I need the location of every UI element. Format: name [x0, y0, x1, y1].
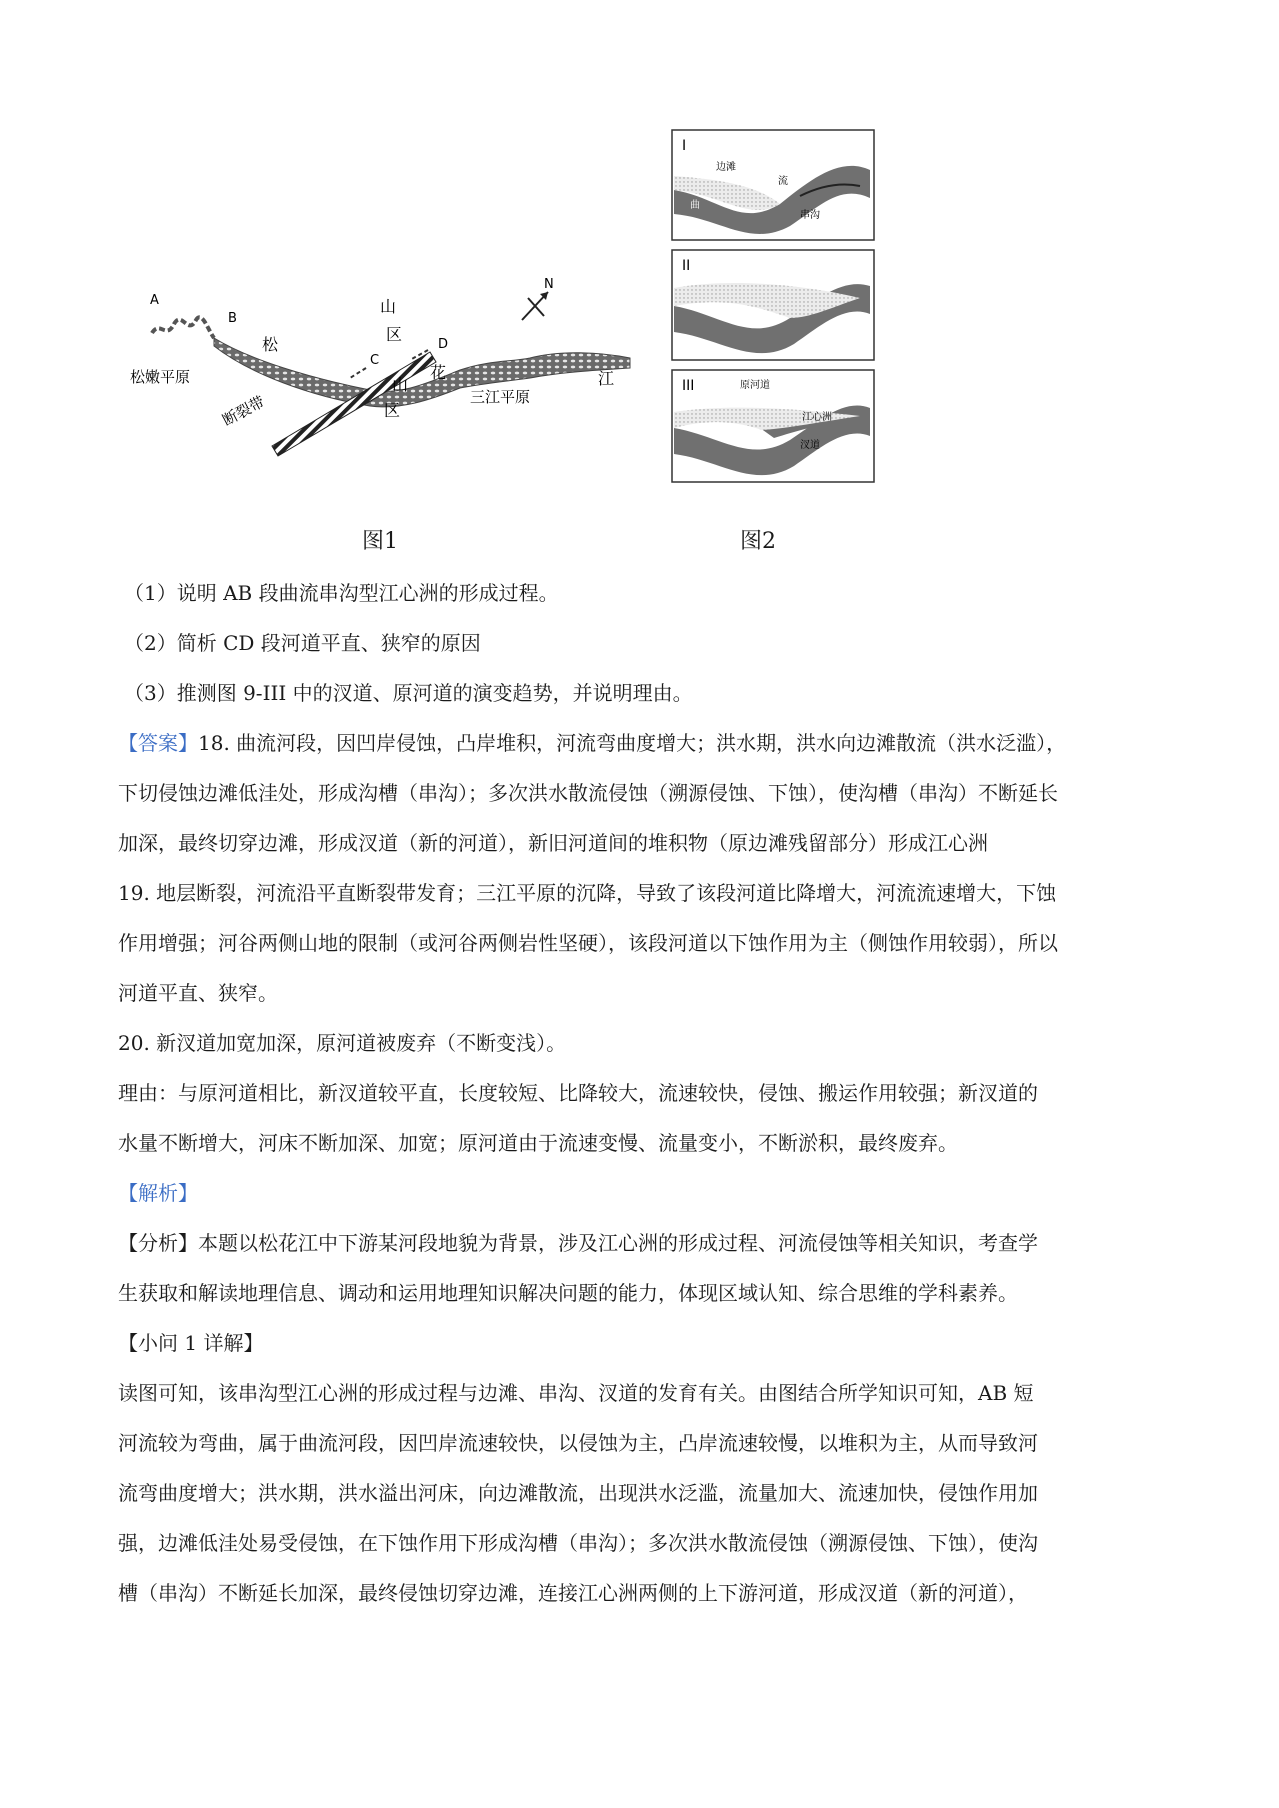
analysis-line-7: 强，边滩低洼处易受侵蚀，在下蚀作用下形成沟槽（串沟）；多次洪水散流侵蚀（溯源侵蚀、下蚀），使沟 — [118, 1531, 1038, 1555]
label-b: B — [228, 311, 237, 326]
label-region-2: 区 — [384, 401, 401, 420]
label-jiang: 江 — [598, 369, 615, 388]
answer-line-5: 河道平直、狭窄。 — [118, 981, 278, 1005]
label-mountain-2: 山 — [392, 375, 409, 394]
answer-line-2: 加深，最终切穿边滩，形成汊道（新的河道），新旧河道间的堆积物（原边滩残留部分）形成江心洲 — [118, 831, 988, 855]
analysis-line-6: 流弯曲度增大；洪水期，洪水溢出河床，向边滩散流，出现洪水泛滥，流量加大、流速加快，侵蚀作用加 — [118, 1481, 1038, 1505]
answer-line-1: 下切侵蚀边滩低洼处，形成沟槽（串沟）；多次洪水散流侵蚀（溯源侵蚀、下蚀），使沟槽（串沟）不断延长 — [118, 781, 1058, 805]
analysis-tag: 【解析】 — [118, 1181, 198, 1205]
panel-i-label-liu: 流 — [778, 176, 788, 187]
answer-line-8: 水量不断增大，河床不断加深、加宽；原河道由于流速变慢、流量变小，不断淤积，最终废弃。 — [118, 1131, 958, 1155]
label-songnen-plain: 松嫩平原 — [130, 368, 191, 386]
panel-iii-label-jiangxinzhou: 江心洲 — [802, 412, 832, 423]
label-a: A — [150, 293, 159, 308]
analysis-line-3: 【小问 1 详解】 — [118, 1331, 264, 1355]
panel-iii-label-chadao: 汊道 — [800, 440, 820, 451]
figure-1-map — [130, 250, 660, 510]
label-n: N — [544, 277, 554, 292]
label-d: D — [438, 337, 449, 352]
panel-i-label-qu: 曲 — [690, 200, 700, 211]
figure-2-caption: 图2 — [740, 529, 776, 554]
analysis-line-2: 生获取和解读地理信息、调动和运用地理知识解决问题的能力，体现区域认知、综合思维的学科素养。 — [118, 1281, 1018, 1305]
label-region-1: 区 — [386, 325, 403, 344]
analysis-line-4: 读图可知，该串沟型江心洲的形成过程与边滩、串沟、汊道的发育有关。由图结合所学知识可知，AB 短 — [118, 1381, 1034, 1405]
label-c: C — [370, 353, 380, 368]
analysis-line-5: 河流较为弯曲，属于曲流河段，因凹岸流速较快，以侵蚀为主，凸岸流速较慢，以堆积为主，从而导致河 — [118, 1431, 1038, 1455]
answer-tag: 【答案】 — [118, 731, 198, 755]
label-mountain-1: 山 — [380, 297, 397, 316]
panel-i-label-biantan: 边滩 — [716, 162, 736, 173]
question-1: （1）说明 AB 段曲流串沟型江心洲的形成过程。 — [124, 581, 559, 605]
panel-ii-number: II — [682, 258, 691, 274]
analysis-line-8: 槽（串沟）不断延长加深，最终侵蚀切穿边滩，连接江心洲两侧的上下游河道，形成汊道（新的河道）， — [118, 1581, 1028, 1605]
figure-1-caption: 图1 — [362, 529, 398, 554]
river-ab-segment — [152, 317, 214, 338]
question-2: （2）简析 CD 段河道平直、狭窄的原因 — [124, 631, 481, 655]
panel-iii-label-yuanhedao: 原河道 — [740, 380, 770, 391]
answer-line-3: 19. 地层断裂，河流沿平直断裂带发育；三江平原的沉降，导致了该段河道比降增大，河流流速增大，下蚀 — [118, 881, 1057, 905]
answer-line-4: 作用增强；河谷两侧山地的限制（或河谷两侧岩性坚硬），该段河道以下蚀作用为主（侧蚀作用较弱），所以 — [118, 931, 1058, 955]
answer-line-0: 18. 曲流河段，因凹岸侵蚀，凸岸堆积，河流弯曲度增大；洪水期，洪水向边滩散流（洪水泛滥）， — [198, 731, 1067, 755]
answer-first-line — [118, 718, 1178, 768]
panel-iii-number: III — [682, 378, 695, 394]
label-song: 松 — [262, 335, 279, 354]
question-3: （3）推测图 9-III 中的汊道、原河道的演变趋势，并说明理由。 — [124, 681, 693, 705]
figure-2-panels — [670, 128, 878, 484]
panel-i — [672, 130, 874, 240]
panel-iii — [672, 370, 874, 482]
answer-line-7: 理由：与原河道相比，新汊道较平直，长度较短、比降较大，流速较快，侵蚀、搬运作用较强；新汊道的 — [118, 1081, 1038, 1105]
answer-line-6: 20. 新汊道加宽加深，原河道被废弃（不断变浅）。 — [118, 1031, 567, 1055]
label-fault-zone: 断裂带 — [219, 392, 268, 430]
panel-ii — [672, 250, 874, 360]
gorge-line-c — [350, 368, 366, 378]
panel-i-label-chuangou: 串沟 — [800, 210, 820, 221]
label-hua: 花 — [430, 363, 447, 382]
north-arrow-cross — [528, 298, 544, 316]
label-sanjiang-plain: 三江平原 — [470, 388, 531, 406]
panel-i-number: I — [682, 138, 687, 154]
document-body — [118, 568, 1178, 1618]
analysis-line-1: 【分析】本题以松花江中下游某河段地貌为背景，涉及江心洲的形成过程、河流侵蚀等相关知识，考查学 — [118, 1231, 1038, 1255]
